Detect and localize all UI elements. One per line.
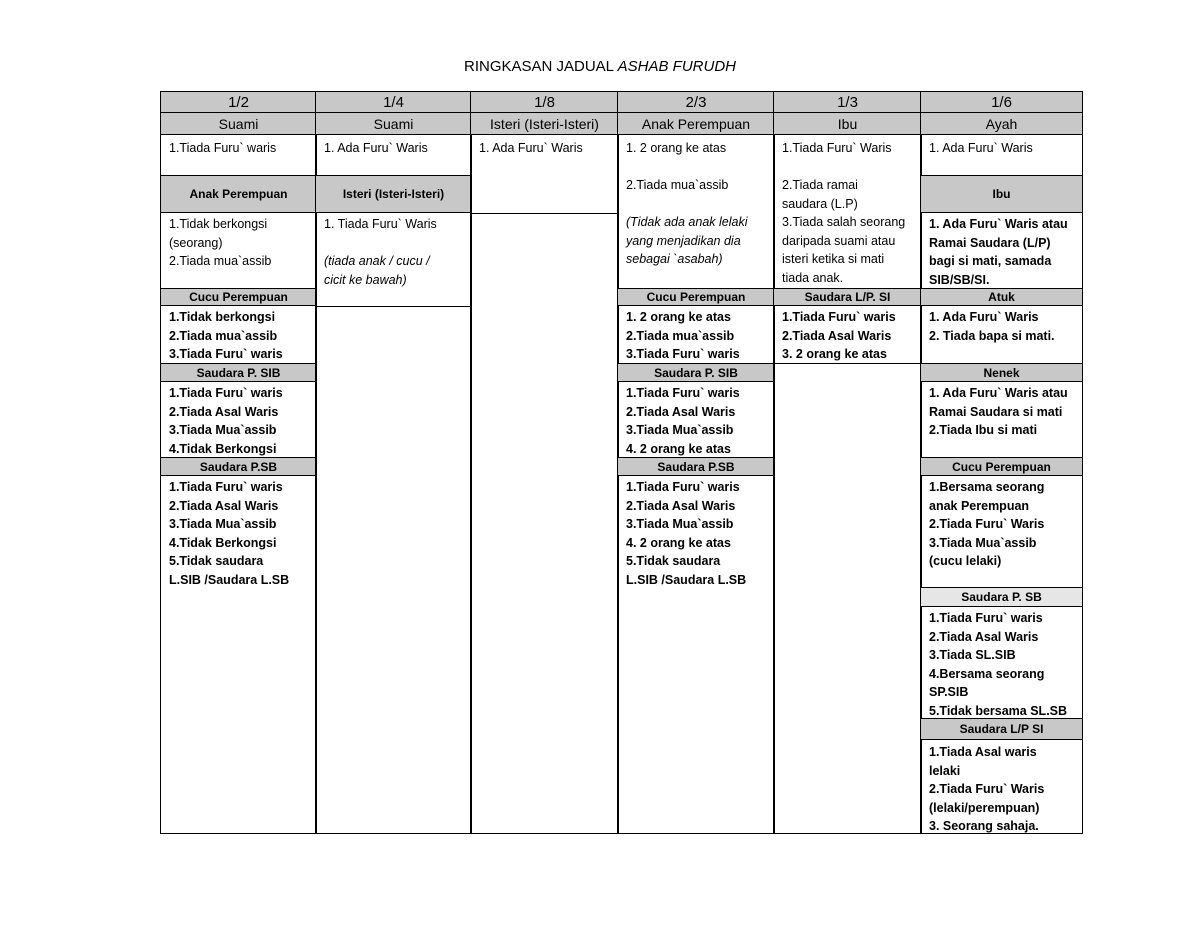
sub-conditions [618, 476, 774, 591]
condition-line: 2.Tiada Ibu si mati [929, 423, 1038, 437]
note-line: (Tidak ada anak lelaki [626, 215, 748, 229]
condition-line: 1. 2 orang ke atas [626, 310, 731, 324]
condition-line: Ramai Saudara (L/P) [929, 235, 1051, 250]
condition-line: 3.Tiada salah seorang [782, 215, 906, 229]
condition-line: 1.Tiada Furu` waris [169, 480, 283, 494]
condition-line: 1. Tiada Furu` Waris [324, 217, 437, 231]
condition-line: 2.Tiada Asal Waris [169, 498, 279, 513]
condition-line: 4.Tidak Berkongsi [169, 535, 277, 550]
condition-line: 2.Tiada ramai [782, 178, 858, 192]
condition-line: 3. Seorang sahaja. [929, 819, 1039, 833]
sub-heading: Saudara L/P SI [921, 718, 1082, 740]
condition-line: 5.Tidak saudara [169, 554, 264, 568]
condition-line: 5.Tidak saudara [626, 554, 721, 568]
fraction-header: 1/3 [774, 91, 921, 113]
condition-line: 2.Tiada Asal Waris [782, 328, 892, 343]
sub-conditions [921, 607, 1082, 722]
condition-line: isteri ketika si mati [782, 252, 885, 266]
sub-conditions [921, 382, 1082, 442]
sub-heading: Ibu [921, 175, 1082, 213]
title-italic: ASHAB FURUDH [617, 58, 736, 75]
sub-heading: Saudara P. SIB [161, 363, 316, 382]
condition-line: 3.Tiada Mua`assib [626, 517, 734, 531]
condition-line: 2.Tiada Furu` Waris [929, 782, 1045, 796]
condition-line: 1.Tiada Furu` waris [626, 480, 740, 494]
condition-line: 2.Tiada mua`assib [626, 328, 735, 343]
condition-line: 2.Tiada Asal Waris [929, 629, 1039, 644]
conditions [161, 137, 316, 160]
condition-line: 1.Bersama seorang [929, 480, 1045, 494]
condition-line: 2.Tiada Asal Waris [626, 498, 736, 513]
sub-heading: Cucu Perempuan [618, 288, 774, 306]
sub-heading: Atuk [921, 288, 1082, 306]
condition-line: 1.Tiada Furu` Waris [782, 141, 892, 155]
condition-line: 1. Ada Furu` Waris [324, 141, 428, 155]
condition-line: 1.Tiada Furu` waris [782, 310, 896, 324]
condition-line: 1. Ada Furu` Waris atau [929, 217, 1068, 231]
condition-line: 3.Tiada SL.SIB [929, 648, 1016, 662]
condition-line: 4.Tidak Berkongsi [169, 441, 277, 456]
condition-line: 2.Tiada Asal Waris [169, 404, 279, 419]
condition-line: 3.Tiada Mua`assib [626, 423, 734, 437]
condition-line: 1. 2 orang ke atas [626, 141, 727, 155]
condition-line: 2.Tiada mua`assib [169, 254, 272, 268]
conditions [618, 137, 774, 271]
column-eighth [470, 91, 619, 834]
sub-heading: Nenek [921, 363, 1082, 382]
condition-line: 2.Tiada Asal Waris [626, 404, 736, 419]
sub-heading: Isteri (Isteri-Isteri) [316, 175, 471, 213]
spacer [626, 158, 766, 177]
condition-line: tiada anak. [782, 270, 844, 285]
condition-line: 1.Tiada Furu` waris [169, 386, 283, 400]
sub-conditions [316, 213, 471, 291]
note-line: yang menjadikan dia [626, 233, 741, 248]
condition-line: 4. 2 orang ke atas [626, 441, 731, 456]
condition-line: SP.SIB [929, 685, 969, 699]
column-quarter [315, 91, 472, 834]
sub-heading: Anak Perempuan [161, 175, 316, 213]
condition-line: 3.Tiada Mua`assib [169, 517, 277, 531]
condition-line: 1.Tidak berkongsi [169, 310, 276, 324]
column-sixth [920, 91, 1083, 834]
divider [774, 363, 921, 364]
sub-conditions [774, 306, 921, 366]
condition-line: 3. 2 orang ke atas [782, 347, 887, 361]
spacer [782, 158, 913, 177]
sub-heading: Saudara P. SIB [618, 363, 774, 382]
conditions [921, 137, 1082, 160]
column-third [773, 91, 922, 834]
page-title [0, 58, 1200, 75]
condition-line: lelaki [929, 763, 961, 778]
sub-conditions [921, 741, 1082, 838]
fraction-header: 1/6 [921, 91, 1082, 113]
divider [316, 306, 471, 307]
condition-line: 1.Tiada Furu` waris [929, 611, 1043, 625]
heir-header: Isteri (Isteri-Isteri) [471, 113, 618, 135]
condition-line: (seorang) [169, 235, 223, 250]
heir-header: Ibu [774, 113, 921, 135]
condition-line: 1.Tidak berkongsi [169, 217, 268, 231]
sub-heading: Saudara P.SB [618, 457, 774, 476]
fraction-header: 1/4 [316, 91, 471, 113]
sub-conditions [161, 476, 316, 591]
condition-line: anak Perempuan [929, 498, 1030, 513]
condition-line: 2.Tiada mua`assib [626, 178, 729, 192]
column-half [160, 91, 317, 834]
sub-conditions [161, 306, 316, 366]
condition-line: (lelaki/perempuan) [929, 800, 1040, 815]
sub-heading: Cucu Perempuan [161, 288, 316, 306]
heir-header: Suami [161, 113, 316, 135]
condition-line: daripada suami atau [782, 233, 896, 248]
conditions [774, 137, 921, 289]
sub-conditions [618, 306, 774, 366]
condition-line: 4.Bersama seorang [929, 666, 1045, 681]
divider [471, 213, 618, 214]
condition-line: 4. 2 orang ke atas [626, 535, 731, 550]
condition-line: 2.Tiada Furu` Waris [929, 517, 1045, 531]
note-line: cicit ke bawah) [324, 272, 407, 287]
condition-line: 5.Tidak bersama SL.SB [929, 703, 1068, 718]
sub-conditions [921, 306, 1082, 347]
fraction-header: 1/8 [471, 91, 618, 113]
fraction-header: 2/3 [618, 91, 774, 113]
condition-line: 1.Tiada Furu` waris [169, 141, 277, 155]
condition-line: 1. Ada Furu` Waris [929, 141, 1033, 155]
condition-line: 1. Ada Furu` Waris [479, 141, 583, 155]
condition-line: L.SIB /Saudara L.SB [169, 572, 290, 587]
title-plain: RINGKASAN JADUAL [463, 58, 618, 75]
condition-line: SIB/SB/SI. [929, 272, 990, 287]
condition-line: 3.Tiada Furu` waris [626, 347, 740, 361]
sub-conditions [161, 382, 316, 460]
condition-line: 1.Tiada Asal waris [929, 745, 1037, 759]
condition-line: 3.Tiada Mua`assib [929, 535, 1037, 550]
condition-line: 3.Tiada Furu` waris [169, 347, 283, 361]
condition-line: L.SIB /Saudara L.SB [626, 572, 747, 587]
heir-header: Suami [316, 113, 471, 135]
condition-line: 1. Ada Furu` Waris atau [929, 386, 1068, 400]
spacer [626, 195, 766, 214]
sub-conditions [618, 382, 774, 460]
note-line: (tiada anak / cucu / [324, 254, 430, 268]
conditions [471, 137, 618, 160]
condition-line: bagi si mati, samada [929, 254, 1052, 268]
sub-heading: Saudara P. SB [921, 587, 1082, 607]
sub-conditions [161, 213, 316, 273]
heir-header: Anak Perempuan [618, 113, 774, 135]
sub-conditions [921, 476, 1082, 573]
condition-line: 2.Tiada mua`assib [169, 328, 278, 343]
heir-header: Ayah [921, 113, 1082, 135]
condition-line: 1.Tiada Furu` waris [626, 386, 740, 400]
sub-conditions [921, 213, 1082, 291]
spacer [324, 234, 463, 253]
condition-line: 1. Ada Furu` Waris [929, 310, 1039, 324]
condition-line: Ramai Saudara si mati [929, 404, 1063, 419]
column-two-thirds [617, 91, 775, 834]
condition-line: (cucu lelaki) [929, 554, 1002, 568]
conditions [316, 137, 471, 160]
condition-line: 3.Tiada Mua`assib [169, 423, 277, 437]
condition-line: 2. Tiada bapa si mati. [929, 328, 1055, 343]
sub-heading: Saudara P.SB [161, 457, 316, 476]
condition-line: saudara (L.P) [782, 196, 858, 211]
sub-heading: Saudara L/P. SI [774, 288, 921, 306]
fraction-header: 1/2 [161, 91, 316, 113]
note-line: sebagai `asabah) [626, 252, 723, 266]
sub-heading: Cucu Perempuan [921, 457, 1082, 476]
